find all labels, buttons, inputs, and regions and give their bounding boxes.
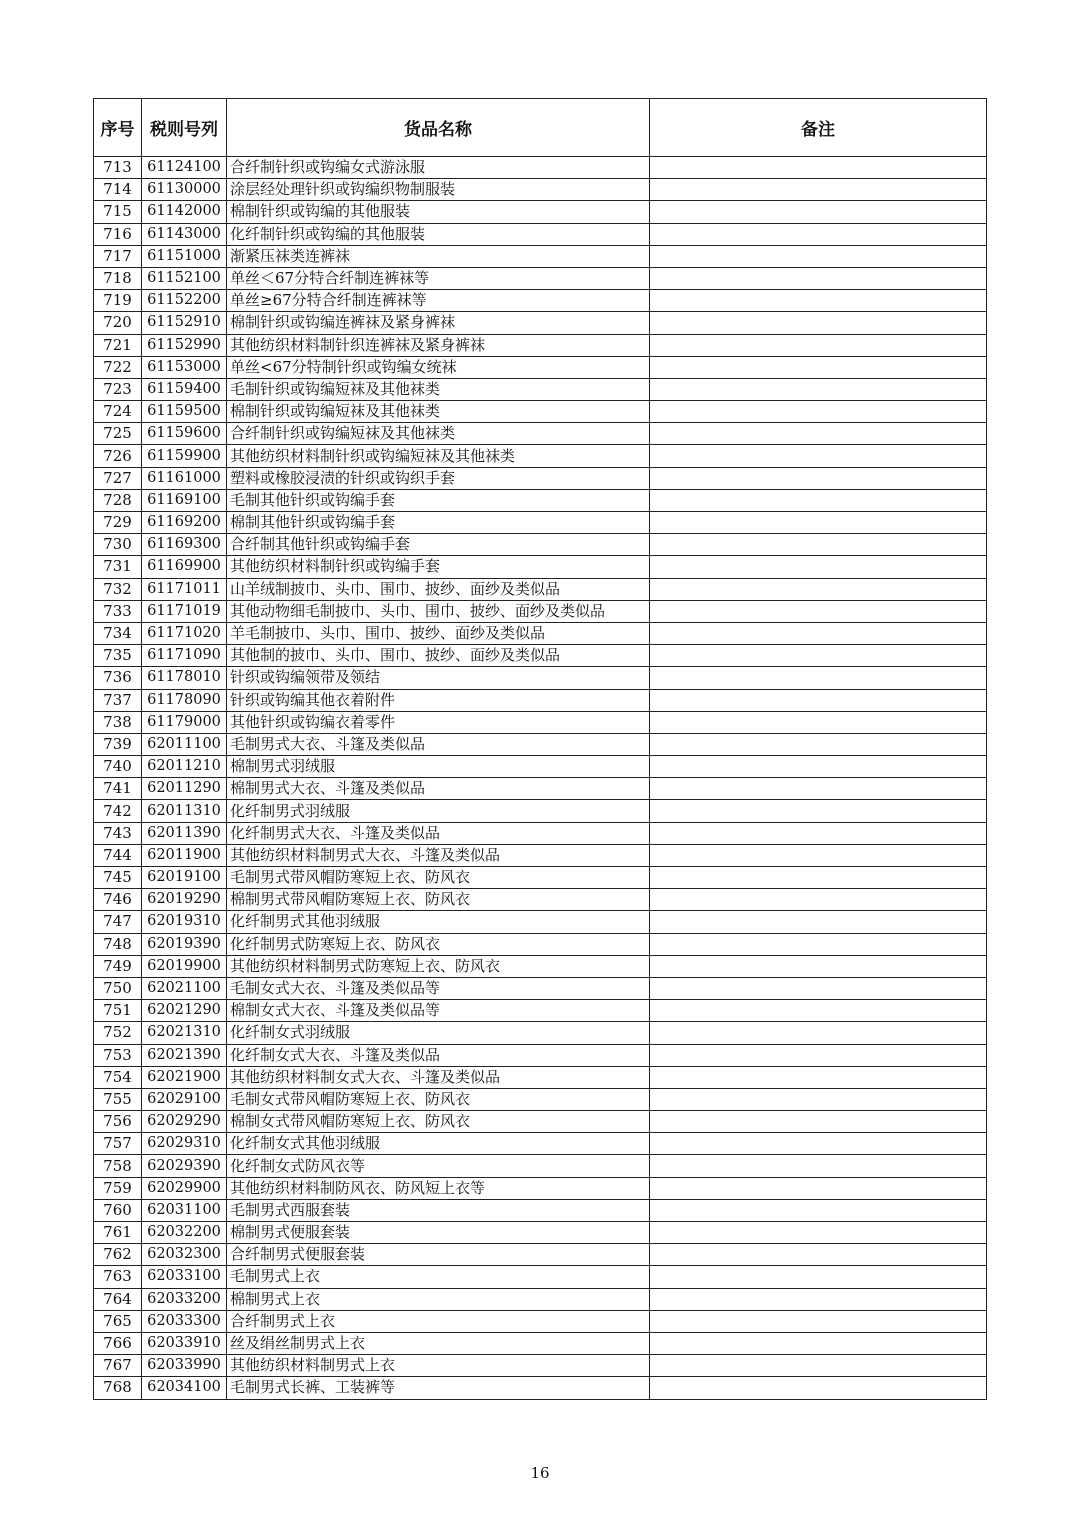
remark-cell xyxy=(650,1355,987,1377)
table-row xyxy=(94,378,987,400)
goods-name-cell: 棉制针织或钩编短袜及其他袜类 xyxy=(227,401,650,423)
seq-cell: 726 xyxy=(94,445,142,467)
goods-table xyxy=(93,98,987,1400)
remark-cell xyxy=(650,667,987,689)
remark-cell xyxy=(650,645,987,667)
tariff-code-cell: 62029310 xyxy=(142,1133,227,1155)
goods-name-cell: 化纤制女式防风衣等 xyxy=(227,1155,650,1177)
seq-cell: 717 xyxy=(94,245,142,267)
goods-name-cell: 棉制针织或钩编连裤袜及紧身裤袜 xyxy=(227,312,650,334)
table-row xyxy=(94,756,987,778)
tariff-code-cell: 61169900 xyxy=(142,556,227,578)
remark-cell xyxy=(650,1244,987,1266)
seq-cell: 741 xyxy=(94,778,142,800)
page-number: 16 xyxy=(530,1464,550,1482)
table-row xyxy=(94,933,987,955)
tariff-code-cell: 61152200 xyxy=(142,290,227,312)
goods-name-cell: 合纤制男式上衣 xyxy=(227,1310,650,1332)
tariff-code-cell: 61152990 xyxy=(142,334,227,356)
table-row xyxy=(94,1222,987,1244)
seq-cell: 762 xyxy=(94,1244,142,1266)
remark-cell xyxy=(650,689,987,711)
table-row xyxy=(94,1355,987,1377)
goods-name-cell: 棉制女式带风帽防寒短上衣、防风衣 xyxy=(227,1111,650,1133)
remark-cell xyxy=(650,334,987,356)
goods-name-cell: 化纤制男式羽绒服 xyxy=(227,800,650,822)
seq-cell: 725 xyxy=(94,423,142,445)
remark-cell xyxy=(650,1310,987,1332)
table-row xyxy=(94,645,987,667)
remark-cell xyxy=(650,1044,987,1066)
seq-cell: 740 xyxy=(94,756,142,778)
goods-name-cell: 化纤制男式防寒短上衣、防风衣 xyxy=(227,933,650,955)
remark-cell xyxy=(650,290,987,312)
header-code: 税则号列 xyxy=(142,99,227,157)
goods-name-cell: 化纤制女式其他羽绒服 xyxy=(227,1133,650,1155)
seq-cell: 749 xyxy=(94,955,142,977)
tariff-code-cell: 62029100 xyxy=(142,1088,227,1110)
goods-name-cell: 其他纺织材料制防风衣、防风短上衣等 xyxy=(227,1177,650,1199)
seq-cell: 756 xyxy=(94,1111,142,1133)
tariff-code-cell: 62019290 xyxy=(142,889,227,911)
table-row xyxy=(94,1000,987,1022)
goods-name-cell: 棉制其他针织或钩编手套 xyxy=(227,512,650,534)
tariff-code-cell: 61159900 xyxy=(142,445,227,467)
tariff-code-cell: 62033990 xyxy=(142,1355,227,1377)
remark-cell xyxy=(650,822,987,844)
table-header-row xyxy=(94,99,987,157)
goods-name-cell: 化纤制女式大衣、斗篷及类似品 xyxy=(227,1044,650,1066)
goods-name-cell: 其他纺织材料制女式大衣、斗篷及类似品 xyxy=(227,1066,650,1088)
seq-cell: 761 xyxy=(94,1222,142,1244)
seq-cell: 764 xyxy=(94,1288,142,1310)
remark-cell xyxy=(650,977,987,999)
goods-name-cell: 棉制针织或钩编的其他服装 xyxy=(227,201,650,223)
remark-cell xyxy=(650,223,987,245)
tariff-code-cell: 62011210 xyxy=(142,756,227,778)
tariff-code-cell: 61142000 xyxy=(142,201,227,223)
tariff-code-cell: 61171090 xyxy=(142,645,227,667)
tariff-code-cell: 62019900 xyxy=(142,955,227,977)
goods-name-cell: 棉制男式带风帽防寒短上衣、防风衣 xyxy=(227,889,650,911)
table-row xyxy=(94,711,987,733)
remark-cell xyxy=(650,867,987,889)
remark-cell xyxy=(650,534,987,556)
table-row xyxy=(94,667,987,689)
table-row xyxy=(94,556,987,578)
seq-cell: 723 xyxy=(94,378,142,400)
remark-cell xyxy=(650,312,987,334)
tariff-code-cell: 62011900 xyxy=(142,844,227,866)
table-row xyxy=(94,1066,987,1088)
table-row xyxy=(94,1332,987,1354)
remark-cell xyxy=(650,423,987,445)
remark-cell xyxy=(650,955,987,977)
tariff-code-cell: 61179000 xyxy=(142,711,227,733)
seq-cell: 729 xyxy=(94,512,142,534)
table-row xyxy=(94,1244,987,1266)
table-row xyxy=(94,489,987,511)
seq-cell: 716 xyxy=(94,223,142,245)
remark-cell xyxy=(650,1177,987,1199)
seq-cell: 738 xyxy=(94,711,142,733)
tariff-code-cell: 62021390 xyxy=(142,1044,227,1066)
table-row xyxy=(94,1111,987,1133)
tariff-code-cell: 62029390 xyxy=(142,1155,227,1177)
seq-cell: 757 xyxy=(94,1133,142,1155)
tariff-code-cell: 62029900 xyxy=(142,1177,227,1199)
goods-name-cell: 其他针织或钩编衣着零件 xyxy=(227,711,650,733)
seq-cell: 742 xyxy=(94,800,142,822)
remark-cell xyxy=(650,378,987,400)
table-row xyxy=(94,1022,987,1044)
table-row xyxy=(94,1155,987,1177)
table-row xyxy=(94,689,987,711)
table-row xyxy=(94,778,987,800)
table-row xyxy=(94,1133,987,1155)
tariff-code-cell: 61152100 xyxy=(142,267,227,289)
table-row xyxy=(94,467,987,489)
seq-cell: 735 xyxy=(94,645,142,667)
goods-name-cell: 其他纺织材料制针织或钩编手套 xyxy=(227,556,650,578)
seq-cell: 734 xyxy=(94,622,142,644)
remark-cell xyxy=(650,1111,987,1133)
header-name: 货品名称 xyxy=(227,99,650,157)
tariff-code-cell: 61169200 xyxy=(142,512,227,534)
goods-name-cell: 塑料或橡胶浸渍的针织或钩织手套 xyxy=(227,467,650,489)
seq-cell: 759 xyxy=(94,1177,142,1199)
remark-cell xyxy=(650,1000,987,1022)
goods-name-cell: 化纤制男式其他羽绒服 xyxy=(227,911,650,933)
remark-cell xyxy=(650,1066,987,1088)
remark-cell xyxy=(650,1288,987,1310)
tariff-code-cell: 61159600 xyxy=(142,423,227,445)
seq-cell: 763 xyxy=(94,1266,142,1288)
tariff-code-cell: 61124100 xyxy=(142,157,227,179)
table-row xyxy=(94,844,987,866)
seq-cell: 733 xyxy=(94,600,142,622)
tariff-code-cell: 61171011 xyxy=(142,578,227,600)
seq-cell: 718 xyxy=(94,267,142,289)
seq-cell: 768 xyxy=(94,1377,142,1399)
table-row xyxy=(94,911,987,933)
table-row xyxy=(94,334,987,356)
tariff-code-cell: 62021900 xyxy=(142,1066,227,1088)
table-row xyxy=(94,1177,987,1199)
seq-cell: 754 xyxy=(94,1066,142,1088)
goods-name-cell: 毛制男式长裤、工装裤等 xyxy=(227,1377,650,1399)
goods-name-cell: 毛制其他针织或钩编手套 xyxy=(227,489,650,511)
remark-cell xyxy=(650,1088,987,1110)
tariff-code-cell: 61169300 xyxy=(142,534,227,556)
remark-cell xyxy=(650,778,987,800)
goods-name-cell: 针织或钩编领带及领结 xyxy=(227,667,650,689)
table-row xyxy=(94,445,987,467)
remark-cell xyxy=(650,733,987,755)
seq-cell: 730 xyxy=(94,534,142,556)
remark-cell xyxy=(650,401,987,423)
table-row xyxy=(94,822,987,844)
remark-cell xyxy=(650,556,987,578)
seq-cell: 755 xyxy=(94,1088,142,1110)
table-row xyxy=(94,1310,987,1332)
tariff-code-cell: 62033100 xyxy=(142,1266,227,1288)
table-row xyxy=(94,312,987,334)
goods-name-cell: 棉制男式大衣、斗篷及类似品 xyxy=(227,778,650,800)
goods-name-cell: 化纤制男式大衣、斗篷及类似品 xyxy=(227,822,650,844)
goods-name-cell: 其他纺织材料制男式上衣 xyxy=(227,1355,650,1377)
goods-name-cell: 其他动物细毛制披巾、头巾、围巾、披纱、面纱及类似品 xyxy=(227,600,650,622)
tariff-code-cell: 62019310 xyxy=(142,911,227,933)
goods-name-cell: 棉制男式便服套装 xyxy=(227,1222,650,1244)
table-row xyxy=(94,1377,987,1399)
remark-cell xyxy=(650,1377,987,1399)
seq-cell: 747 xyxy=(94,911,142,933)
goods-name-cell: 毛制针织或钩编短袜及其他袜类 xyxy=(227,378,650,400)
remark-cell xyxy=(650,711,987,733)
remark-cell xyxy=(650,911,987,933)
header-remark: 备注 xyxy=(650,99,987,157)
seq-cell: 753 xyxy=(94,1044,142,1066)
table-row xyxy=(94,423,987,445)
table-row xyxy=(94,290,987,312)
tariff-code-cell: 62032200 xyxy=(142,1222,227,1244)
goods-name-cell: 毛制男式西服套装 xyxy=(227,1199,650,1221)
table-body xyxy=(94,157,987,1400)
goods-name-cell: 其他纺织材料制男式防寒短上衣、防风衣 xyxy=(227,955,650,977)
seq-cell: 715 xyxy=(94,201,142,223)
header-seq: 序号 xyxy=(94,99,142,157)
goods-name-cell: 合纤制针织或钩编短袜及其他袜类 xyxy=(227,423,650,445)
goods-name-cell: 棉制男式羽绒服 xyxy=(227,756,650,778)
remark-cell xyxy=(650,1199,987,1221)
seq-cell: 746 xyxy=(94,889,142,911)
seq-cell: 748 xyxy=(94,933,142,955)
tariff-code-cell: 62021290 xyxy=(142,1000,227,1022)
seq-cell: 750 xyxy=(94,977,142,999)
remark-cell xyxy=(650,933,987,955)
tariff-code-cell: 61178010 xyxy=(142,667,227,689)
goods-name-cell: 化纤制针织或钩编的其他服装 xyxy=(227,223,650,245)
goods-name-cell: 针织或钩编其他衣着附件 xyxy=(227,689,650,711)
goods-name-cell: 棉制男式上衣 xyxy=(227,1288,650,1310)
goods-name-cell: 毛制男式上衣 xyxy=(227,1266,650,1288)
seq-cell: 739 xyxy=(94,733,142,755)
goods-name-cell: 化纤制女式羽绒服 xyxy=(227,1022,650,1044)
tariff-code-cell: 61130000 xyxy=(142,179,227,201)
goods-name-cell: 羊毛制披巾、头巾、围巾、披纱、面纱及类似品 xyxy=(227,622,650,644)
goods-name-cell: 合纤制男式便服套装 xyxy=(227,1244,650,1266)
remark-cell xyxy=(650,157,987,179)
table-row xyxy=(94,622,987,644)
tariff-code-cell: 62019390 xyxy=(142,933,227,955)
remark-cell xyxy=(650,1266,987,1288)
goods-name-cell: 其他纺织材料制男式大衣、斗篷及类似品 xyxy=(227,844,650,866)
table-row xyxy=(94,1088,987,1110)
remark-cell xyxy=(650,578,987,600)
seq-cell: 720 xyxy=(94,312,142,334)
tariff-code-cell: 62019100 xyxy=(142,867,227,889)
goods-name-cell: 涂层经处理针织或钩编织物制服装 xyxy=(227,179,650,201)
seq-cell: 765 xyxy=(94,1310,142,1332)
goods-name-cell: 丝及绢丝制男式上衣 xyxy=(227,1332,650,1354)
table-row xyxy=(94,733,987,755)
remark-cell xyxy=(650,467,987,489)
tariff-code-cell: 62011290 xyxy=(142,778,227,800)
goods-name-cell: 合纤制针织或钩编女式游泳服 xyxy=(227,157,650,179)
remark-cell xyxy=(650,245,987,267)
table-row xyxy=(94,401,987,423)
remark-cell xyxy=(650,756,987,778)
goods-name-cell: 其他制的披巾、头巾、围巾、披纱、面纱及类似品 xyxy=(227,645,650,667)
goods-name-cell: 其他纺织材料制针织或钩编短袜及其他袜类 xyxy=(227,445,650,467)
tariff-code-cell: 61171019 xyxy=(142,600,227,622)
goods-name-cell: 其他纺织材料制针织连裤袜及紧身裤袜 xyxy=(227,334,650,356)
tariff-code-cell: 62011390 xyxy=(142,822,227,844)
tariff-code-cell: 61159400 xyxy=(142,378,227,400)
remark-cell xyxy=(650,889,987,911)
table-row xyxy=(94,867,987,889)
table-row xyxy=(94,356,987,378)
tariff-code-cell: 62032300 xyxy=(142,1244,227,1266)
goods-name-cell: 毛制男式大衣、斗篷及类似品 xyxy=(227,733,650,755)
tariff-code-cell: 62021100 xyxy=(142,977,227,999)
goods-name-cell: 山羊绒制披巾、头巾、围巾、披纱、面纱及类似品 xyxy=(227,578,650,600)
seq-cell: 744 xyxy=(94,844,142,866)
tariff-code-cell: 62031100 xyxy=(142,1199,227,1221)
tariff-code-cell: 62033200 xyxy=(142,1288,227,1310)
tariff-code-cell: 61178090 xyxy=(142,689,227,711)
seq-cell: 713 xyxy=(94,157,142,179)
table-row xyxy=(94,245,987,267)
tariff-code-cell: 61143000 xyxy=(142,223,227,245)
remark-cell xyxy=(650,1222,987,1244)
remark-cell xyxy=(650,1332,987,1354)
table-row xyxy=(94,223,987,245)
remark-cell xyxy=(650,1155,987,1177)
tariff-code-cell: 61153000 xyxy=(142,356,227,378)
remark-cell xyxy=(650,512,987,534)
table-row xyxy=(94,201,987,223)
seq-cell: 722 xyxy=(94,356,142,378)
table-row xyxy=(94,1266,987,1288)
tariff-code-cell: 62029290 xyxy=(142,1111,227,1133)
seq-cell: 714 xyxy=(94,179,142,201)
seq-cell: 766 xyxy=(94,1332,142,1354)
seq-cell: 737 xyxy=(94,689,142,711)
goods-name-cell: 合纤制其他针织或钩编手套 xyxy=(227,534,650,556)
goods-name-cell: 棉制女式大衣、斗篷及类似品等 xyxy=(227,1000,650,1022)
tariff-code-cell: 61161000 xyxy=(142,467,227,489)
seq-cell: 760 xyxy=(94,1199,142,1221)
tariff-code-cell: 62034100 xyxy=(142,1377,227,1399)
tariff-code-cell: 62033910 xyxy=(142,1332,227,1354)
goods-name-cell: 渐紧压袜类连裤袜 xyxy=(227,245,650,267)
seq-cell: 745 xyxy=(94,867,142,889)
table-row xyxy=(94,889,987,911)
tariff-code-cell: 62011100 xyxy=(142,733,227,755)
goods-name-cell: 毛制男式带风帽防寒短上衣、防风衣 xyxy=(227,867,650,889)
seq-cell: 719 xyxy=(94,290,142,312)
remark-cell xyxy=(650,600,987,622)
table-row xyxy=(94,600,987,622)
table-row xyxy=(94,1199,987,1221)
seq-cell: 724 xyxy=(94,401,142,423)
table-row xyxy=(94,179,987,201)
seq-cell: 752 xyxy=(94,1022,142,1044)
remark-cell xyxy=(650,622,987,644)
seq-cell: 727 xyxy=(94,467,142,489)
table-row xyxy=(94,534,987,556)
tariff-code-cell: 61169100 xyxy=(142,489,227,511)
tariff-code-cell: 61159500 xyxy=(142,401,227,423)
remark-cell xyxy=(650,844,987,866)
goods-name-cell: 单丝≥67分特合纤制连裤袜等 xyxy=(227,290,650,312)
tariff-code-cell: 62033300 xyxy=(142,1310,227,1332)
seq-cell: 758 xyxy=(94,1155,142,1177)
tariff-code-cell: 61152910 xyxy=(142,312,227,334)
remark-cell xyxy=(650,445,987,467)
seq-cell: 721 xyxy=(94,334,142,356)
seq-cell: 736 xyxy=(94,667,142,689)
remark-cell xyxy=(650,800,987,822)
table-row xyxy=(94,1044,987,1066)
seq-cell: 767 xyxy=(94,1355,142,1377)
table-row xyxy=(94,578,987,600)
table-row xyxy=(94,955,987,977)
remark-cell xyxy=(650,201,987,223)
goods-name-cell: 单丝＜67分特合纤制连裤袜等 xyxy=(227,267,650,289)
tariff-code-cell: 61151000 xyxy=(142,245,227,267)
remark-cell xyxy=(650,356,987,378)
seq-cell: 743 xyxy=(94,822,142,844)
remark-cell xyxy=(650,489,987,511)
tariff-code-cell: 61171020 xyxy=(142,622,227,644)
tariff-code-cell: 62011310 xyxy=(142,800,227,822)
table-row xyxy=(94,267,987,289)
remark-cell xyxy=(650,267,987,289)
seq-cell: 728 xyxy=(94,489,142,511)
table-row xyxy=(94,1288,987,1310)
remark-cell xyxy=(650,179,987,201)
goods-name-cell: 单丝<67分特制针织或钩编女统袜 xyxy=(227,356,650,378)
seq-cell: 751 xyxy=(94,1000,142,1022)
table-row xyxy=(94,512,987,534)
remark-cell xyxy=(650,1133,987,1155)
remark-cell xyxy=(650,1022,987,1044)
table-row xyxy=(94,977,987,999)
table-row xyxy=(94,800,987,822)
tariff-code-cell: 62021310 xyxy=(142,1022,227,1044)
seq-cell: 732 xyxy=(94,578,142,600)
goods-name-cell: 毛制女式大衣、斗篷及类似品等 xyxy=(227,977,650,999)
table-row xyxy=(94,157,987,179)
seq-cell: 731 xyxy=(94,556,142,578)
goods-name-cell: 毛制女式带风帽防寒短上衣、防风衣 xyxy=(227,1088,650,1110)
